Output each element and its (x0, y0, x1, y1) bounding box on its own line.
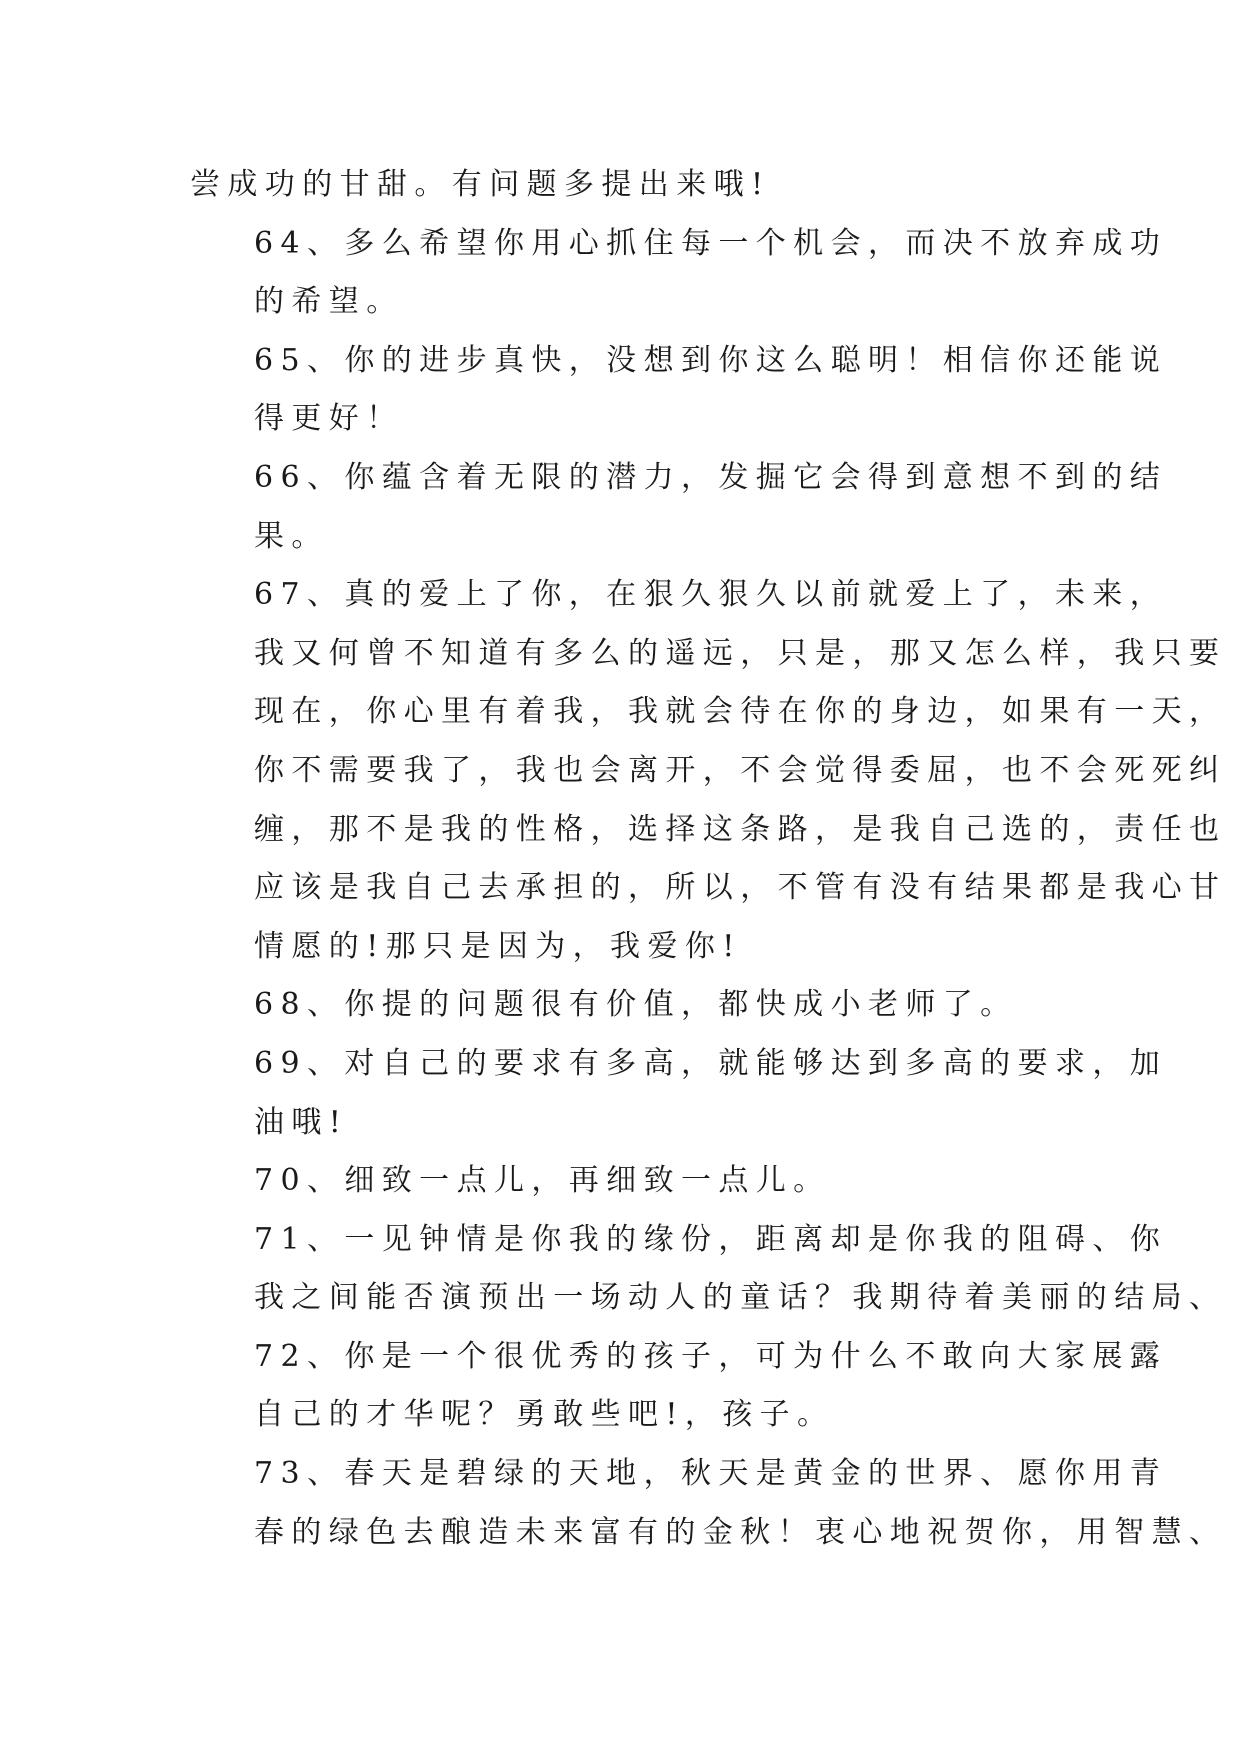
text-line: 你不需要我了，我也会离开，不会觉得委屈，也不会死死纠 (254, 752, 1227, 788)
text-line: 72、你是一个很优秀的孩子，可为什么不敢向大家展露 (254, 1338, 1168, 1374)
text-line: 68、你提的问题很有价值，都快成小老师了。 (254, 987, 1018, 1023)
text-line: 自己的才华呢？勇敢些吧!，孩子。 (254, 1397, 835, 1433)
text-line: 的希望。 (254, 284, 404, 320)
text-line: 71、一见钟情是你我的缘份，距离却是你我的阻碍、你 (254, 1221, 1168, 1257)
text-line: 我之间能否演预出一场动人的童话？我期待着美丽的结局、 (254, 1280, 1227, 1316)
paragraph-continuation (190, 156, 1070, 215)
text-line: 67、真的爱上了你，在狠久狠久以前就爱上了，未来， (254, 577, 1168, 613)
text-line: 果。 (254, 518, 329, 554)
text-line: 应该是我自己去承担的，所以，不管有没有结果都是我心甘 (254, 870, 1227, 906)
text-line: 油哦! (254, 1104, 349, 1140)
text-line: 70、细致一点儿，再细致一点儿。 (254, 1163, 831, 1199)
paragraph-64 (190, 215, 1168, 332)
text-line: 我又何曾不知道有多么的遥远，只是，那又怎么样，我只要 (254, 635, 1227, 671)
paragraph-70 (190, 1152, 1070, 1211)
text-line: 73、春天是碧绿的天地，秋天是黄金的世界、愿你用青 (254, 1456, 1168, 1492)
paragraph-66 (190, 449, 1168, 566)
text-line: 得更好！ (254, 401, 404, 437)
paragraph-72 (190, 1328, 1168, 1445)
paragraph-71 (190, 1211, 1227, 1328)
paragraph-73 (190, 1445, 1227, 1562)
text-line: 66、你蕴含着无限的潜力，发掘它会得到意想不到的结 (254, 459, 1168, 495)
text-line: 69、对自己的要求有多高，就能够达到多高的要求，加 (254, 1045, 1168, 1081)
paragraph-69 (190, 1035, 1168, 1152)
text-line: 春的绿色去酿造未来富有的金秋！衷心地祝贺你，用智慧、 (254, 1514, 1227, 1550)
text-line: 尝成功的甘甜。有问题多提出来哦! (190, 167, 771, 202)
text-line: 65、你的进步真快，没想到你这么聪明！相信你还能说 (254, 342, 1168, 378)
paragraph-67 (190, 566, 1227, 976)
paragraph-68 (190, 976, 1070, 1035)
text-line: 64、多么希望你用心抓住每一个机会，而决不放弃成功 (254, 225, 1168, 261)
paragraph-65 (190, 332, 1168, 449)
text-line: 缠，那不是我的性格，选择这条路，是我自己选的，责任也 (254, 811, 1227, 847)
text-line: 现在，你心里有着我，我就会待在你的身边，如果有一天， (254, 694, 1227, 730)
body-text (190, 156, 1227, 1562)
text-line: 情愿的!那只是因为，我爱你! (254, 928, 742, 964)
